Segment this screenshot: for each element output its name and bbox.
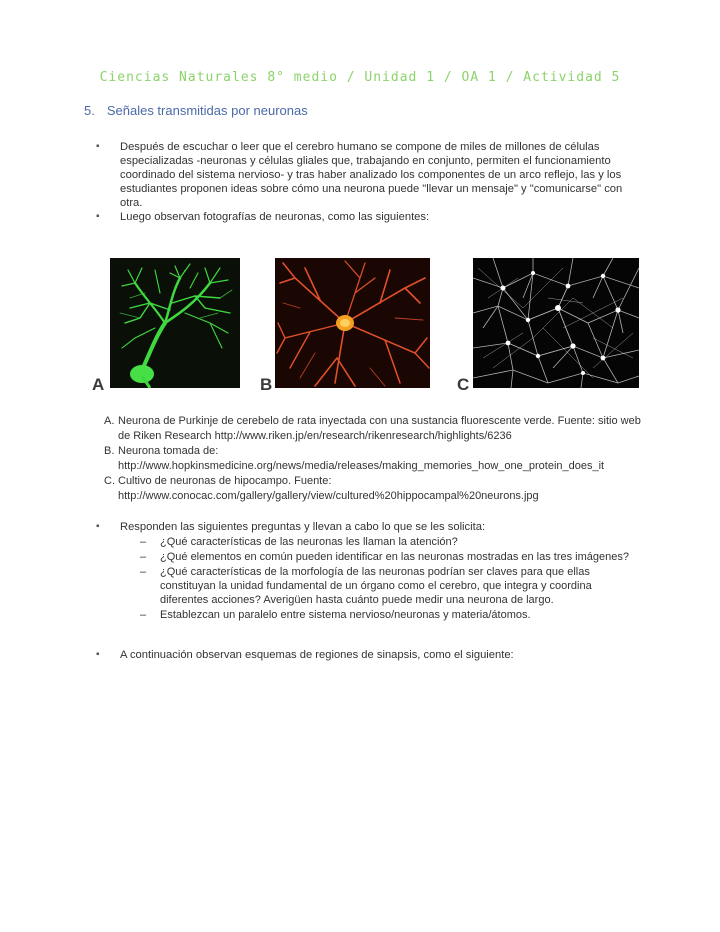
section-title [84, 103, 308, 118]
dash-marker: – [140, 609, 147, 621]
caption-label: C. [104, 475, 115, 487]
dash-marker: – [140, 566, 147, 578]
section-title-text: Señales transmitidas por neuronas [106, 103, 308, 118]
red-neuron-graphic [275, 258, 430, 388]
questions-intro: Responden las siguientes preguntas y llevan a cabo lo que se les solicita: [120, 521, 486, 533]
question-item [140, 608, 640, 622]
bullet-marker: ▪ [96, 211, 100, 222]
caption-label: B. [104, 445, 115, 457]
neuron-image-a [110, 258, 240, 388]
dash-marker: – [140, 551, 147, 563]
intro-paragraph-2: Luego observan fotografías de neuronas, como las siguientes: [120, 211, 430, 223]
bullet-marker: ▪ [96, 649, 100, 660]
purkinje-neuron-graphic [110, 258, 240, 388]
caption-label: A. [104, 415, 115, 427]
image-captions [104, 414, 644, 504]
caption-a [104, 414, 644, 444]
bullet-marker: ▪ [96, 521, 100, 532]
section-number: 5. [84, 103, 95, 118]
question-text: ¿Qué elementos en común pueden identificar en las neuronas mostradas en las tres imágenes? [160, 551, 629, 563]
question-item [140, 535, 640, 549]
question-text: ¿Qué características de la morfología de las neuronas podrían ser claves para que ellas constituyan la unidad fundamental de un órgano como el cerebro, que integra y coordina diferentes acciones? Averigüen hasta cuánto puede medir una neurona de largo. [160, 566, 592, 606]
question-text: ¿Qué características de las neuronas les llaman la atención? [160, 536, 458, 548]
question-item [140, 550, 640, 564]
caption-b [104, 444, 644, 474]
bullet-marker: ▪ [96, 141, 100, 152]
question-text: Establezcan un paralelo entre sistema nervioso/neuronas y materia/átomos. [160, 609, 531, 621]
image-label-c: C [457, 375, 470, 394]
closing-paragraph: A continuación observan esquemas de regiones de sinapsis, como el siguiente: [120, 649, 514, 661]
neuron-image-strip [90, 255, 650, 395]
image-label-a: A [92, 375, 105, 394]
hippocampal-culture-graphic [473, 258, 639, 388]
intro-paragraph-1: Después de escuchar o leer que el cerebro humano se compone de miles de millones de células especializadas -neuronas y células gliales que, trabajando en conjunto, permiten el funcionamiento coordinado del sistema nervioso- y tras haber analizado los componentes de un arco reflejo, las y los estudiantes proponen ideas sobre cómo una neurona puede "llevar un mensaje" y "comunicarse" con otra. [120, 141, 623, 209]
question-item [140, 565, 640, 607]
neuron-image-c [473, 258, 639, 388]
caption-c [104, 474, 644, 504]
neuron-image-b [275, 258, 430, 388]
caption-text: Neurona de Purkinje de cerebelo de rata inyectada con una sustancia fluorescente verde. Fuente: sitio web de Riken Research http://www.riken.jp/en/research/rikenresearch/highlights/6236 [118, 415, 641, 442]
dash-marker: – [140, 536, 147, 548]
caption-text: Neurona tomada de: http://www.hopkinsmedicine.org/news/media/releases/making_memories_how_one_protein_does_it [118, 445, 605, 472]
image-label-b: B [260, 375, 273, 394]
document-header: Ciencias Naturales 8° medio / Unidad 1 / OA 1 / Actividad 5 [99, 70, 621, 85]
caption-text: Cultivo de neuronas de hipocampo. Fuente: http://www.conocac.com/gallery/gallery/view/cultured%20hippocampal%20neurons.jpg [118, 475, 539, 502]
questions-list [140, 535, 640, 623]
